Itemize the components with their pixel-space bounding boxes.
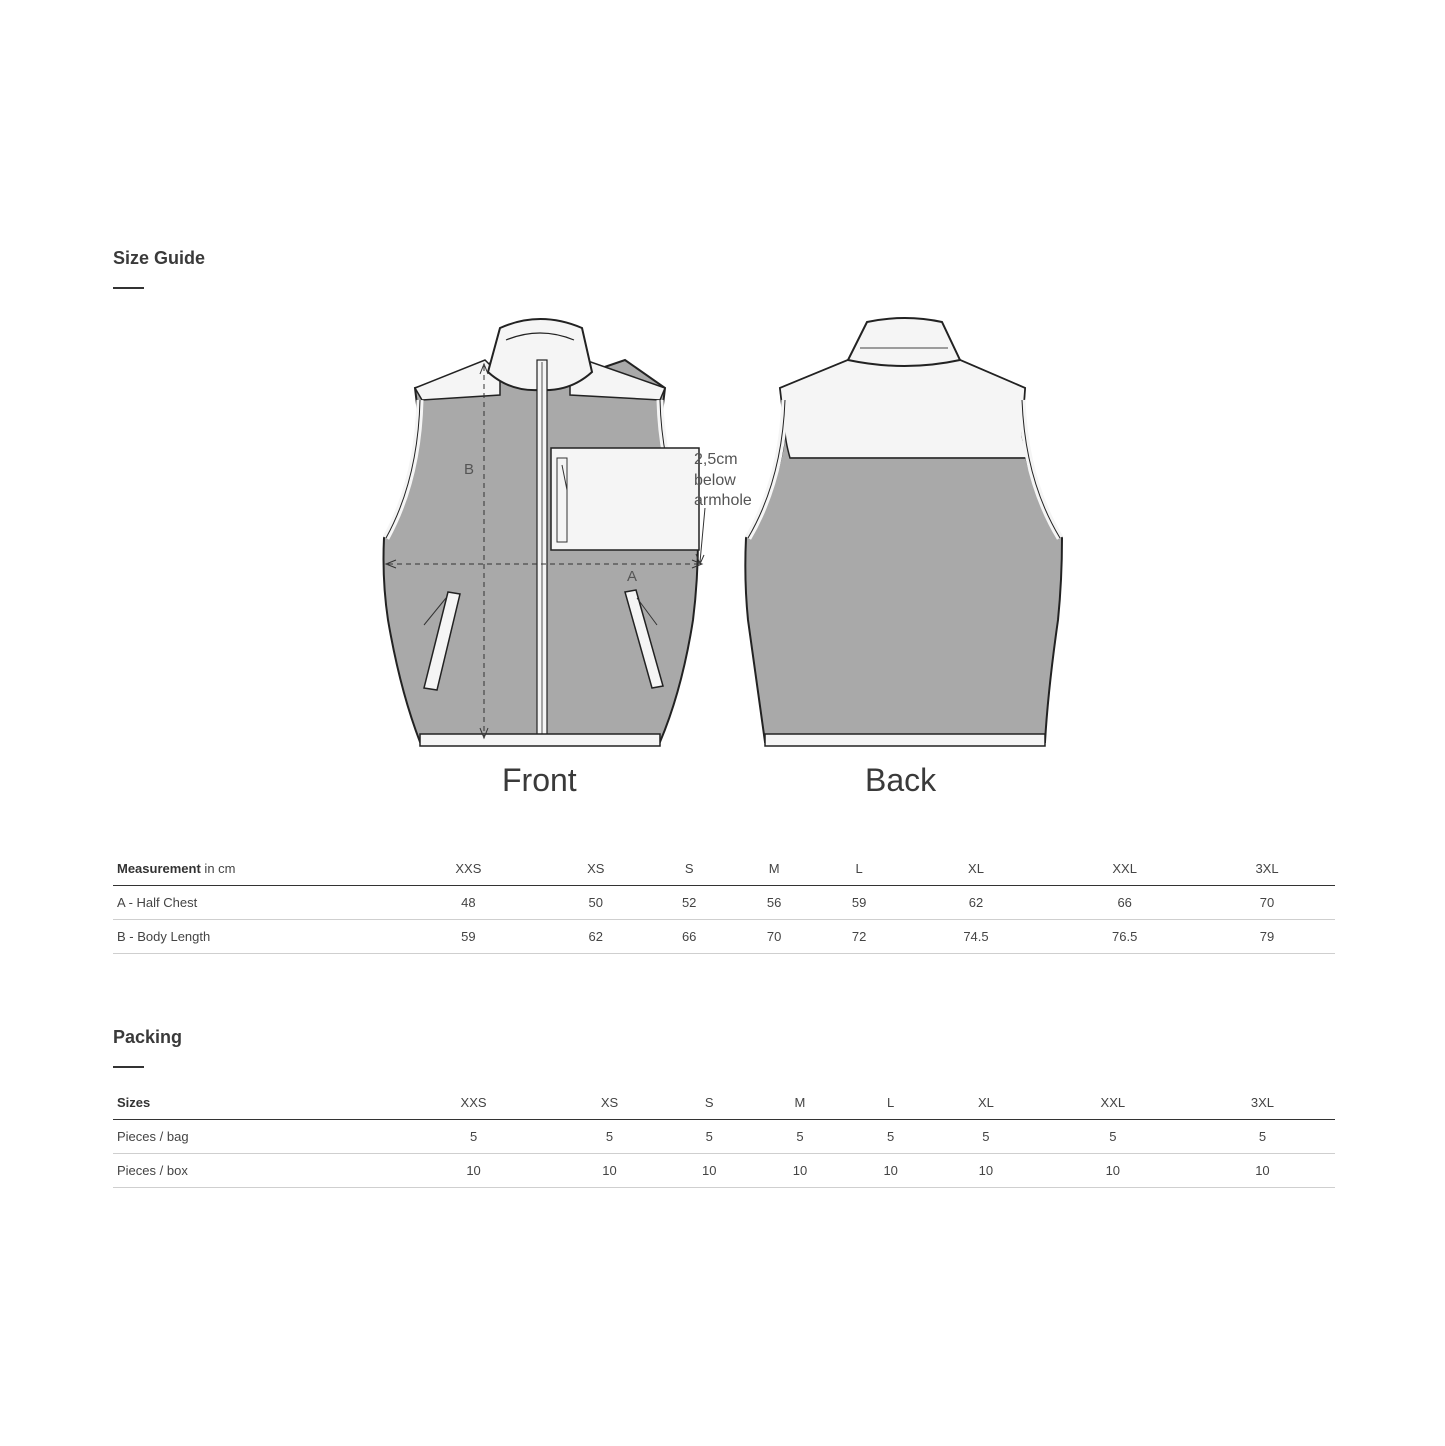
table-cell: 10 — [466, 1163, 481, 1178]
front-label: Front — [502, 762, 577, 798]
size-header: M — [768, 861, 780, 876]
annotation-line-1: 2,5cm — [694, 451, 738, 468]
size-header: S — [704, 1095, 714, 1110]
table-cell: 52 — [681, 895, 697, 910]
size-header: XXS — [460, 1095, 487, 1110]
table-cell: 72 — [851, 929, 867, 944]
label-b: B — [464, 461, 475, 478]
table-cell: 62 — [968, 895, 984, 910]
table-cell: 5 — [605, 1129, 614, 1144]
table-cell: 50 — [588, 895, 603, 910]
row-label: Pieces / bag — [117, 1129, 189, 1144]
vest-back-drawing — [745, 318, 1062, 746]
table-cell: 10 — [702, 1163, 717, 1178]
table-row — [113, 1120, 1335, 1154]
table-cell: 5 — [982, 1129, 990, 1144]
measurement-header-row — [113, 852, 1335, 886]
row-label: B - Body Length — [117, 929, 211, 944]
table-row — [113, 1154, 1335, 1188]
size-header: M — [794, 1095, 806, 1110]
size-guide-title: Size Guide — [113, 248, 206, 268]
measurement-table — [113, 852, 1335, 954]
back-label: Back — [865, 762, 937, 798]
label-a: A — [627, 568, 638, 585]
measurement-header-unit: in cm — [200, 861, 236, 876]
size-guide-title-rule — [113, 287, 144, 289]
packing-header — [113, 1086, 392, 1120]
table-cell: 56 — [766, 895, 782, 910]
size-header: 3XL — [1255, 861, 1279, 876]
size-header: 3XL — [1250, 1095, 1274, 1110]
size-header: XXL — [1100, 1095, 1126, 1110]
size-header: XXS — [455, 861, 482, 876]
table-cell: 10 — [1105, 1163, 1121, 1178]
size-header: XL — [977, 1095, 994, 1110]
table-cell: 76.5 — [1112, 929, 1138, 944]
measurement-header — [113, 852, 392, 886]
row-label: A - Half Chest — [117, 895, 198, 910]
table-cell: 74.5 — [963, 929, 989, 944]
measurement-header-bold: Measurement — [117, 861, 201, 876]
table-cell: 48 — [461, 895, 476, 910]
table-cell: 5 — [705, 1129, 713, 1144]
table-cell: 5 — [887, 1129, 895, 1144]
table-cell: 10 — [602, 1163, 617, 1178]
size-header: XS — [587, 861, 605, 876]
size-header: S — [684, 861, 694, 876]
table-cell: 5 — [1109, 1129, 1117, 1144]
size-header: XXL — [1112, 861, 1137, 876]
packing-header-row — [113, 1086, 1335, 1120]
annotation-line-3: armhole — [694, 492, 752, 509]
table-cell: 59 — [851, 895, 867, 910]
table-cell: 5 — [469, 1129, 478, 1144]
table-cell: 59 — [461, 929, 476, 944]
vest-front-drawing — [384, 319, 752, 746]
row-label: Pieces / box — [117, 1163, 188, 1178]
packing-title-rule — [113, 1066, 144, 1068]
table-cell: 70 — [766, 929, 782, 944]
table-cell: 66 — [1117, 895, 1132, 910]
vest-drawings — [360, 300, 1100, 810]
size-header: L — [855, 861, 863, 876]
table-cell: 70 — [1259, 895, 1275, 910]
packing-table — [113, 1086, 1335, 1188]
size-header: L — [887, 1095, 895, 1110]
table-cell: 5 — [1258, 1129, 1267, 1144]
table-cell: 10 — [978, 1163, 994, 1178]
packing-title: Packing — [113, 1027, 183, 1047]
table-cell: 5 — [796, 1129, 804, 1144]
table-cell: 62 — [588, 929, 603, 944]
annotation-line-2: below — [694, 472, 736, 489]
size-header: XS — [600, 1095, 619, 1110]
table-cell: 10 — [1255, 1163, 1270, 1178]
table-row — [113, 886, 1335, 920]
table-cell: 10 — [883, 1163, 898, 1178]
size-header: XL — [968, 861, 984, 876]
garment-illustration — [360, 300, 1100, 810]
table-cell: 10 — [792, 1163, 808, 1178]
table-cell: 66 — [681, 929, 697, 944]
table-row — [113, 920, 1335, 954]
table-cell: 79 — [1259, 929, 1275, 944]
packing-header-label: Sizes — [117, 1095, 151, 1110]
